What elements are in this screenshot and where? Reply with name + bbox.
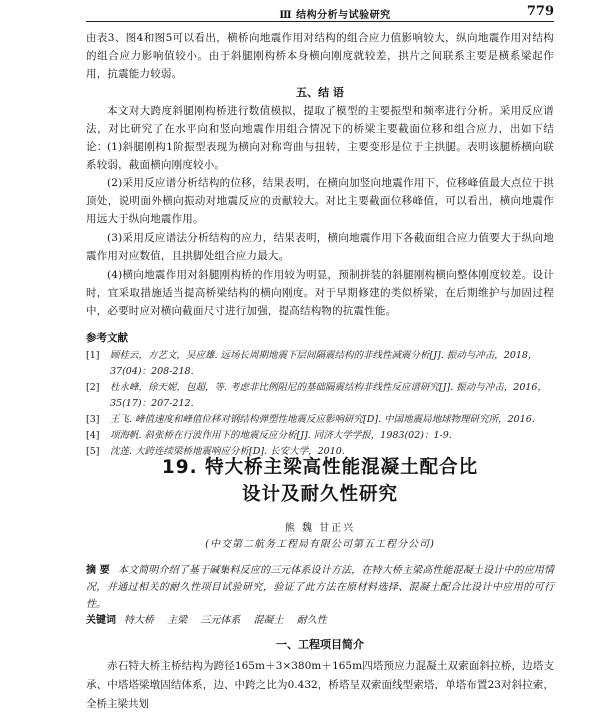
conclusion-item-2: (2)采用反应谱分析结构的位移，结果表明，在横向加竖向地震作用下，位移峰值最大点位于拱顶处，说明面外横向振动对地震反应的贡献较大。对比主要截面位移峰值，可以看出，横向地震作用远大于纵向地震作用。 bbox=[86, 177, 554, 225]
running-head-title: Ⅲ 结构分析与试验研究 bbox=[279, 10, 391, 21]
page-number: 779 bbox=[526, 4, 554, 19]
running-head bbox=[0, 4, 600, 20]
keywords bbox=[86, 611, 554, 626]
keywords-label: 关键词 bbox=[86, 615, 116, 626]
reference-item: [1] 顾桂云，方艺文，吴应雄. 远场长周期地震下层间隔震结构的非线性减震分析[J]. 振动与冲击，2018，37(04)：208-218. bbox=[86, 350, 538, 377]
paper-title-line-1: 19. 特大桥主梁高性能混凝土配合比 bbox=[161, 457, 479, 478]
abstract-text: 本文简明介绍了基于碱集料反应的三元体系设计方法，在特大桥主梁高性能混凝土设计中的应用情况，并通过相关的耐久性项目试验研究，验证了此方法在原材料选择、混凝土配合比设计中应用的可行性。 bbox=[86, 565, 555, 610]
header-rule bbox=[86, 21, 554, 22]
top-paragraph: 由表3、图4和图5可以看出，横桥向地震作用对结构的组合应力值影响较大，纵向地震作用对结构的组合应力影响值较小。由于斜腿刚构桥本身横向刚度就较差，拱片之间联系主要是横系梁起作用，抗震能力较弱。 bbox=[86, 32, 554, 80]
conclusion-item-1: (1)斜腿刚构1阶振型表现为横向对称弯曲与扭转，主要变形是位于主拱腿。表明该腿桥横向联系较弱，截面横向刚度较小。 bbox=[86, 141, 554, 171]
conclusion-item-4: (4)横向地震作用对斜腿刚构桥的作用较为明显，预制拼装的斜腿刚构横向整体刚度较差。设计时，宜采取措施适当提高桥梁结构的横向刚度。对于早期修建的类似桥梁，在后期维护与加固过程中，必要时应对横向截面尺寸进行加强，提高结构物的抗震性能。 bbox=[86, 269, 554, 317]
conclusion-heading: 五、结 语 bbox=[296, 86, 344, 99]
references-list bbox=[86, 348, 554, 460]
reference-item: [4] 项海帆. 斜张桥在行波作用下的地震反应分析[J]. 同济大学学报，1983(02)：1-9. bbox=[86, 430, 452, 441]
reference-item: [3] 王飞. 峰值速度和峰值位移对钢结构弹塑性地震反应影响研究[D]. 中国地震局地球物理研究所，2016. bbox=[86, 414, 535, 425]
conclusion-intro: 本文对大跨度斜腿刚构桥进行数值模拟，提取了模型的主要振型和频率进行分析。采用反应谱法，对比研究了在水平向和竖向地震作用组合情况下的桥梁主要截面位移和组合应力，出如下结论： bbox=[86, 105, 554, 153]
paper-title bbox=[86, 454, 554, 508]
keywords-text: 特大桥 主梁 三元体系 混凝土 耐久性 bbox=[124, 615, 327, 626]
authors: 熊 魏 甘正兴 bbox=[284, 523, 356, 534]
section-1-text: 赤石特大桥主桥结构为跨径165m＋3×380m＋165m四塔预应力混凝土双索面斜拉桥，边塔支承、中塔塔梁墩固结体系，边、中跨之比为0.432，桥塔呈双索面线型索塔，单塔布置23对斜拉索，全桥主梁共划 bbox=[86, 660, 554, 710]
reference-item: [2] 杜永峰，徐天妮，包超，等. 考虑非比例阻尼的基础隔震结构非线性反应谱研究[J]. 振动与冲击，2016，35(17)：207-212. bbox=[86, 382, 547, 409]
conclusion-item-3: (3)采用反应谱法分析结构的应力，结果表明，横向地震作用下各截面组合应力值要大于纵向地震作用对应数值，且拱脚处组合应力最大。 bbox=[86, 232, 554, 262]
paper-title-line-2: 设计及耐久性研究 bbox=[241, 484, 398, 505]
references-heading: 参考文献 bbox=[86, 332, 128, 344]
abstract-label: 摘 要 bbox=[86, 565, 110, 576]
abstract bbox=[86, 562, 554, 613]
affiliation: (中交第二航务工程局有限公司第五工程分公司) bbox=[205, 539, 435, 550]
section-1-heading: 一、工程项目简介 bbox=[276, 638, 364, 651]
reference-item: [5] 沈莲. 大跨连续梁桥地震响应分析[D]. 长安大学，2010. bbox=[86, 446, 345, 457]
